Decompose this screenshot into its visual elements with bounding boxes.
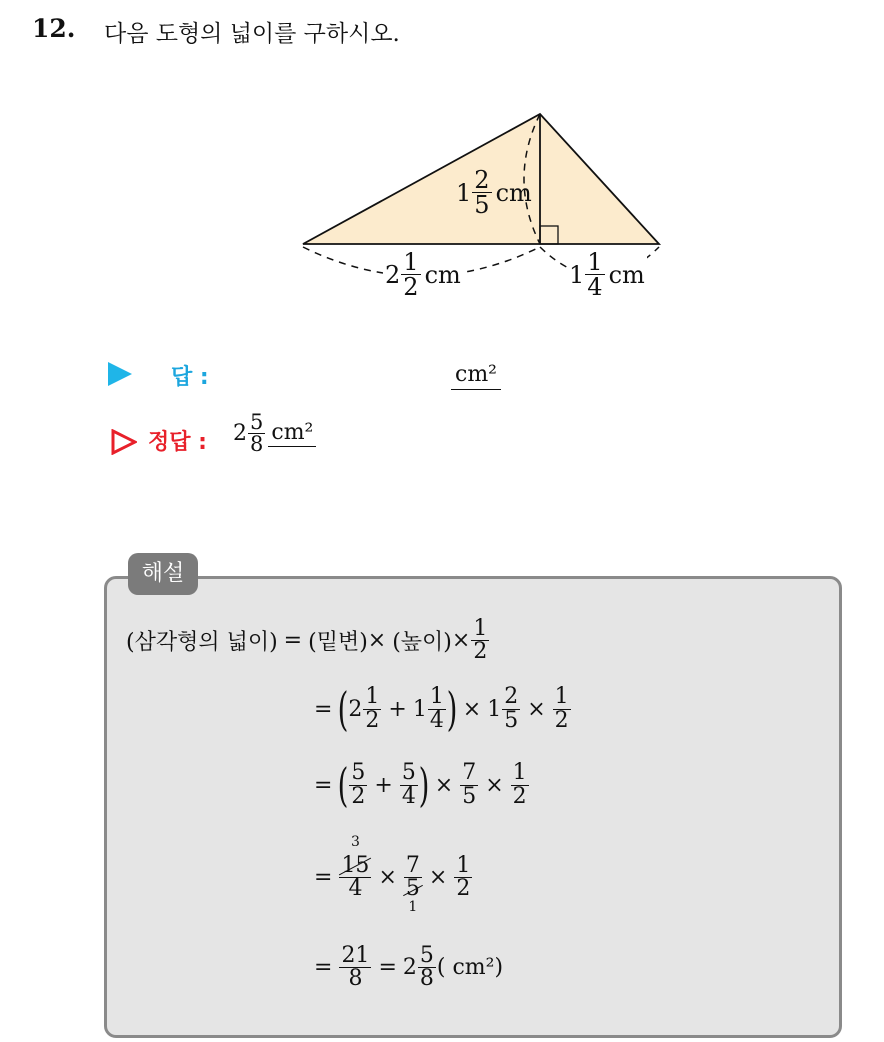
answer-unit[interactable]: cm² <box>451 362 501 390</box>
correct-answer-unit: cm² <box>268 420 316 447</box>
right-base-label: 1 $\frac{1}{4}$ cm <box>569 248 645 302</box>
question-number: 12. <box>32 14 76 43</box>
correct-answer-label: 정답 : <box>148 430 207 455</box>
solution-line-3: = ( $\frac{5}{2}$ + $\frac{5}{4}$ ) × $\frac{7}{5}$ × $\frac{1}{2}$ <box>314 758 527 812</box>
height-label: 1 $\frac{2}{5}$ cm <box>456 166 532 220</box>
solution-line-2: = ( 2 $\frac{1}{2}$ + 1 $\frac{1}{4}$ ) × 1 $\frac{2}{5}$ × $\frac{1}{2}$ <box>314 682 569 736</box>
answer-label: 답 : <box>171 365 209 390</box>
solution-line-5: = $\frac{21}{8}$ = 2 $\frac{5}{8}$ ( cm²) <box>314 943 504 992</box>
answer-row <box>108 360 608 394</box>
correct-answer-value: 2 $\frac{5}{8}$ cm² <box>233 412 316 456</box>
solution-line-1: (삼각형의 넓이) = (밑변) × (높이) × $\frac{1}{2}$ <box>126 616 488 665</box>
correct-arrow-icon <box>111 429 137 455</box>
solution-tag: 해설 <box>128 553 198 595</box>
left-base-label: 2 $\frac{1}{2}$ cm <box>385 248 461 302</box>
correct-answer-row <box>108 412 508 472</box>
answer-arrow-icon <box>108 362 132 386</box>
question-text: 다음 도형의 넓이를 구하시오. <box>104 21 400 47</box>
solution-line-4: = 3 15 4 × 7 5 1 × $\frac{1}{2}$ <box>314 834 471 916</box>
